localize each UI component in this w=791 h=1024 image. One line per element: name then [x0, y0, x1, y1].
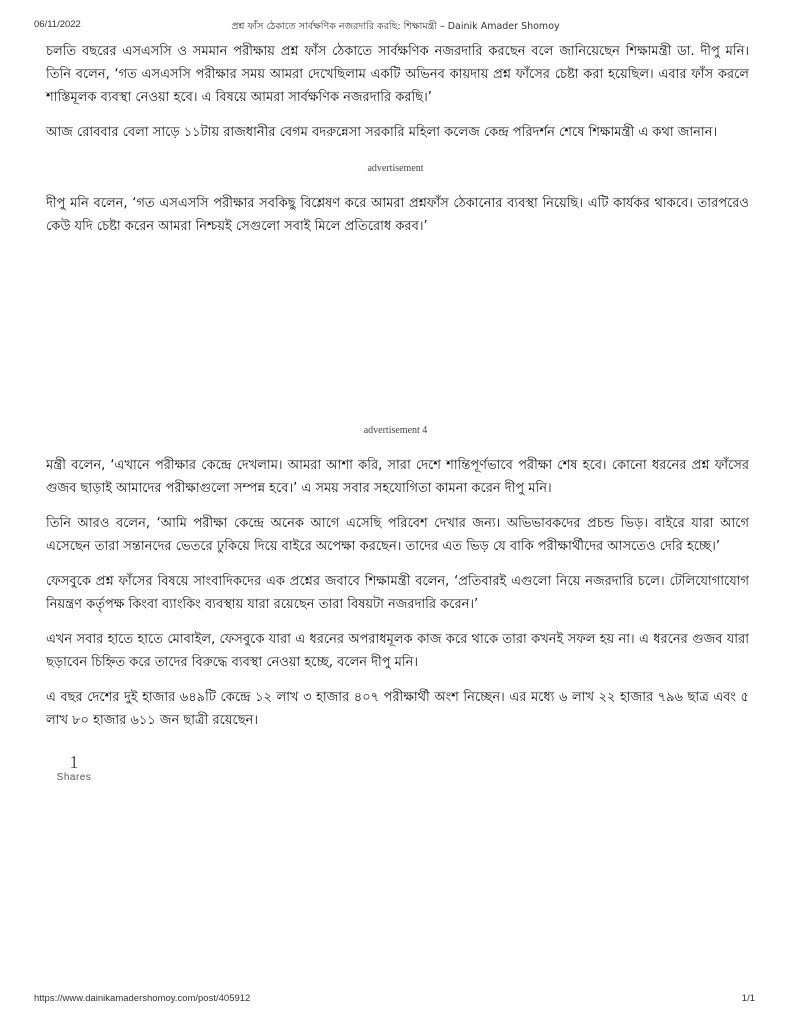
article-paragraph: তিনি আরও বলেন, ‘আমি পরীক্ষা কেন্দ্রে অনেক আগে এসেছি পরিবেশ দেখার জন্য। অভিভাবকদের প্রচন্ড ভিড়। বাইরে যারা আগে এসেছেন তারা সন্তানদের ভেতরে ঢুকিয়ে দিয়ে বাইরে অপেক্ষা করছেন। তাদের এত ভিড় যে বাকি পরীক্ষার্থীদের আসতেও দেরি হচ্ছে।’: [46, 516, 749, 554]
share-count: 1: [69, 752, 79, 772]
article-paragraph: এ বছর দেশের দুই হাজার ৬৪৯টি কেন্দ্রে ১২ লাখ ৩ হাজার ৪০৭ পরীক্ষার্থী অংশ নিচ্ছেন। এর মধ্যে ৬ লাখ ২২ হাজার ৭৯৬ ছাত্র এবং ৫ লাখ ৮০ হাজার ৬১১ জন ছাত্রী রয়েছেন।: [46, 690, 749, 728]
print-date: 06/11/2022: [34, 19, 81, 30]
page-url[interactable]: https://www.dainikamadershomoy.com/post/405912: [34, 993, 251, 1004]
article-body-top: [46, 40, 749, 144]
article-paragraph: ফেসবুকে প্রশ্ন ফাঁসের বিষয়ে সাংবাদিকদের এক প্রশ্নের জবাবে শিক্ষামন্ত্রী বলেন, ‘প্রতিবারই এগুলো নিয়ে নজরদারি চলে। টেলিযোগাযোগ নিয়ন্ত্রণ কর্তৃপক্ষ কিংবা ব্যাংকিং ব্যবস্থায় যারা রয়েছেন তারা বিষয়টা নজরদারি করেন।’: [46, 574, 749, 612]
share-counter[interactable]: [52, 752, 96, 783]
article-paragraph: মন্ত্রী বলেন, ‘এখানে পরীক্ষার কেন্দ্রে দেখলাম। আমরা আশা করি, সারা দেশে শান্তিপূর্ণভাবে পরীক্ষা শেষ হবে। কোনো ধরনের প্রশ্ন ফাঁসের গুজব ছাড়াই আমাদের পরীক্ষাগুলো সম্পন্ন হবে।’ এ সময় সবার সহযোগিতা কামনা করেন দীপু মনি।: [46, 458, 749, 496]
advertisement-label: advertisement 4: [363, 425, 428, 436]
article-body-mid: [46, 192, 749, 238]
article-paragraph: আজ রোববার বেলা সাড়ে ১১টায় রাজধানীর বেগম বদরুন্নেসা সরকারি মহিলা কলেজ কেন্দ্র পরিদর্শন শেষে শিক্ষামন্ত্রী এ কথা জানান।: [46, 125, 718, 140]
article-paragraph: চলতি বছরের এসএসসি ও সমমান পরীক্ষায় প্রশ্ন ফাঁস ঠেকাতে সার্বক্ষণিক নজরদারি করছেন বলে জানিয়েছেন শিক্ষামন্ত্রী ডা. দীপু মনি। তিনি বলেন, ‘গত এসএসসি পরীক্ষার সময় আমরা দেখেছিলাম একটি অভিনব কায়দায় প্রশ্ন ফাঁসের চেষ্টা করা হয়েছিল। এবার ফাঁস করলে শাস্তিমূলক ব্যবস্থা নেওয়া হবে। এ বিষয়ে আমরা সার্বক্ষণিক নজরদারি করছি।’: [46, 44, 749, 105]
page-title: প্রশ্ন ফাঁস ঠেকাতে সার্বক্ষণিক নজরদারি করছি: শিক্ষামন্ত্রী – Dainik Amader Shomoy: [231, 21, 560, 32]
advertisement-label: advertisement: [367, 163, 424, 174]
share-label: Shares: [56, 772, 92, 783]
article-paragraph: দীপু মনি বলেন, ‘গত এসএসসি পরীক্ষার সবকিছু বিশ্লেষণ করে আমরা প্রশ্নফাঁস ঠেকানোর ব্যবস্থা নিয়েছি। এটি কার্যকর থাকবে। তারপরেও কেউ যদি চেষ্টা করেন আমরা নিশ্চয়ই সেগুলো সবাই মিলে প্রতিরোধ করব।’: [46, 196, 749, 234]
article-paragraph: এখন সবার হাতে হাতে মোবাইল, ফেসবুকে যারা এ ধরনের অপরাধমূলক কাজ করে থাকে তারা কখনই সফল হয় না। এ ধরনের গুজব যারা ছড়াবেন চিহ্নিত করে তাদের বিরুদ্ধে ব্যবস্থা নেওয়া হচ্ছে, বলেন দীপু মনি।: [46, 632, 749, 670]
article-body-bottom: [46, 454, 749, 732]
page-number: 1/1: [741, 993, 755, 1004]
